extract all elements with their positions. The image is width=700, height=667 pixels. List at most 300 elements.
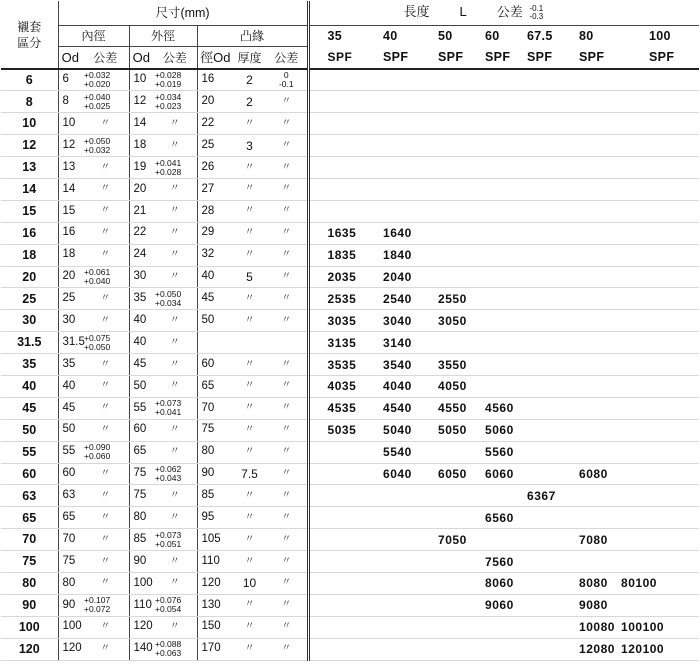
- flange-diameter: 150: [197, 616, 233, 638]
- outer-tolerance: [153, 354, 197, 376]
- length-code-cell: 1840: [365, 244, 420, 266]
- inner-tolerance-value: 〃: [100, 489, 111, 501]
- flange-thickness: 〃: [233, 529, 266, 551]
- length-code-cell: 3550: [420, 354, 475, 376]
- outer-tolerance: [153, 178, 197, 200]
- length-code-cell: [619, 594, 699, 616]
- inner-diameter: 50: [58, 419, 82, 441]
- flange-thickness: 5: [233, 266, 266, 288]
- flange-thickness: 〃: [233, 113, 266, 135]
- inner-tolerance: [82, 200, 129, 222]
- length-code-cell: [420, 178, 475, 200]
- flange-tolerance-value: 〃: [281, 358, 292, 370]
- outer-tolerance: [153, 572, 197, 594]
- dimension-header: 尺寸(mm): [58, 1, 308, 26]
- length-code-cell: 4550: [420, 397, 475, 419]
- bushing-size: 63: [1, 485, 58, 507]
- table-row: [1, 463, 699, 485]
- length-code-cell: [619, 375, 699, 397]
- inner-diameter: 30: [58, 310, 82, 332]
- inner-diameter: 25: [58, 288, 82, 310]
- flange-tolerance-lower: -0.1: [278, 79, 294, 90]
- outer-tolerance-lower: +0.028: [155, 166, 182, 177]
- inner-tolerance-value: 〃: [100, 402, 111, 414]
- inner-diameter: 15: [58, 200, 82, 222]
- flange-thickness: 〃: [233, 485, 266, 507]
- flange-header: 凸緣: [197, 26, 308, 47]
- outer-diameter: 120: [129, 616, 153, 638]
- inner-diameter-header: 內徑: [58, 26, 129, 47]
- length-code-cell: 2550: [420, 288, 475, 310]
- length-code-cell: [619, 157, 699, 179]
- outer-diameter: 19: [129, 157, 153, 179]
- length-code-cell: 3540: [365, 354, 420, 376]
- length-code-cell: [569, 113, 619, 135]
- length-code-cell: [569, 441, 619, 463]
- outer-tolerance-upper: +0.028: [155, 70, 182, 81]
- flange-tolerance: [266, 594, 308, 616]
- outer-tolerance-value: 〃: [169, 380, 180, 392]
- outer-tolerance-value: 〃: [169, 139, 180, 151]
- od-header: Od: [129, 47, 153, 70]
- flange-tolerance: [266, 222, 308, 244]
- length-code-cell: [308, 113, 365, 135]
- outer-diameter: 45: [129, 354, 153, 376]
- length-code-cell: [619, 507, 699, 529]
- inner-diameter: 6: [58, 69, 82, 91]
- length-code-cell: [365, 594, 420, 616]
- bushing-size: 14: [1, 178, 58, 200]
- length-code-cell: [619, 419, 699, 441]
- length-code-cell: 4540: [365, 397, 420, 419]
- length-code-cell: [523, 572, 569, 594]
- length-col-35: 35 SPF: [308, 26, 365, 70]
- length-code-cell: [420, 157, 475, 179]
- flange-tolerance: [266, 354, 308, 376]
- length-code-cell: [619, 178, 699, 200]
- inner-tolerance-value: 〃: [100, 292, 111, 304]
- length-code-cell: [569, 551, 619, 573]
- flange-thickness: 〃: [233, 157, 266, 179]
- length-code-cell: [523, 441, 569, 463]
- flange-tolerance-value: 〃: [281, 314, 292, 326]
- outer-tolerance-upper: +0.041: [155, 157, 182, 168]
- length-code-cell: [308, 507, 365, 529]
- table-row: [1, 441, 699, 463]
- flange-tolerance-value: 〃: [281, 533, 292, 545]
- inner-tolerance-value: 〃: [100, 380, 111, 392]
- length-code-cell: [569, 310, 619, 332]
- flange-tolerance-value: 〃: [281, 577, 292, 589]
- inner-tolerance: [82, 91, 129, 113]
- bushing-size: 50: [1, 419, 58, 441]
- length-code-cell: [523, 178, 569, 200]
- outer-tolerance-value: 〃: [169, 489, 180, 501]
- table-row: [1, 178, 699, 200]
- length-code-cell: [420, 551, 475, 573]
- length-code-cell: [420, 91, 475, 113]
- outer-tolerance: [153, 638, 197, 660]
- length-tol-values: -0.1 -0.3: [529, 4, 544, 21]
- inner-diameter: 90: [58, 594, 82, 616]
- length-code-cell: [569, 157, 619, 179]
- flange-diameter: 29: [197, 222, 233, 244]
- length-code-cell: 80100: [619, 572, 699, 594]
- flange-diameter: 50: [197, 310, 233, 332]
- flange-tolerance-value: 〃: [281, 161, 292, 173]
- flange-tolerance: [266, 397, 308, 419]
- length-code-cell: [619, 310, 699, 332]
- inner-tolerance-value: 〃: [100, 249, 111, 261]
- inner-diameter: 63: [58, 485, 82, 507]
- inner-tolerance: [82, 178, 129, 200]
- length-code-cell: 1635: [308, 222, 365, 244]
- flange-tolerance-value: 〃: [281, 270, 292, 282]
- outer-diameter: 55: [129, 397, 153, 419]
- length-code-cell: 9080: [569, 594, 619, 616]
- length-code-cell: [523, 310, 569, 332]
- id-od-header: Od: [58, 47, 82, 70]
- inner-diameter: 8: [58, 91, 82, 113]
- flange-tolerance: [266, 113, 308, 135]
- length-code-cell: 4050: [420, 375, 475, 397]
- inner-tolerance: [82, 354, 129, 376]
- inner-tolerance: [82, 572, 129, 594]
- outer-diameter: 100: [129, 572, 153, 594]
- length-code-cell: [619, 69, 699, 91]
- length-code-cell: [308, 135, 365, 157]
- length-code-cell: [420, 69, 475, 91]
- outer-tolerance: [153, 485, 197, 507]
- inner-tolerance: [82, 135, 129, 157]
- length-code-cell: [475, 69, 523, 91]
- length-code-cell: [420, 616, 475, 638]
- length-col-80: 80 SPF: [569, 26, 619, 70]
- length-code-cell: [569, 485, 619, 507]
- outer-tolerance: [153, 529, 197, 551]
- length-code-cell: [308, 157, 365, 179]
- outer-diameter: 22: [129, 222, 153, 244]
- inner-tolerance: [82, 616, 129, 638]
- outer-diameter: 40: [129, 310, 153, 332]
- inner-tolerance-lower: +0.050: [84, 341, 111, 352]
- length-code-cell: [365, 91, 420, 113]
- length-code-cell: [619, 288, 699, 310]
- outer-tolerance: [153, 200, 197, 222]
- length-code-cell: [523, 375, 569, 397]
- inner-tolerance-lower: +0.025: [84, 100, 111, 111]
- flange-diameter: 85: [197, 485, 233, 507]
- length-code-cell: 3535: [308, 354, 365, 376]
- bushing-size: 30: [1, 310, 58, 332]
- flange-thickness: 2: [233, 69, 266, 91]
- length-code-cell: [523, 616, 569, 638]
- inner-tolerance-lower: +0.072: [84, 604, 111, 615]
- outer-tolerance: [153, 266, 197, 288]
- length-code-cell: [308, 616, 365, 638]
- length-code-cell: 3035: [308, 310, 365, 332]
- bushing-size: 25: [1, 288, 58, 310]
- inner-tolerance-upper: +0.040: [84, 91, 111, 102]
- outer-diameter: 50: [129, 375, 153, 397]
- length-code-cell: [420, 222, 475, 244]
- bushing-size: 16: [1, 222, 58, 244]
- length-code-cell: [523, 419, 569, 441]
- inner-tolerance-value: 〃: [100, 227, 111, 239]
- length-code-cell: 3140: [365, 332, 420, 354]
- flange-tolerance-value: 〃: [281, 183, 292, 195]
- flange-tolerance-value: 〃: [281, 227, 292, 239]
- outer-tolerance: [153, 310, 197, 332]
- outer-diameter: 24: [129, 244, 153, 266]
- length-code-cell: [569, 288, 619, 310]
- length-code-cell: 5560: [475, 441, 523, 463]
- flange-diameter: 45: [197, 288, 233, 310]
- inner-tolerance-lower: +0.040: [84, 275, 111, 286]
- inner-tolerance: [82, 113, 129, 135]
- length-code-cell: [569, 244, 619, 266]
- flange-diameter: 95: [197, 507, 233, 529]
- flange-tolerance-value: 〃: [281, 446, 292, 458]
- length-code-cell: 5035: [308, 419, 365, 441]
- length-code-cell: [475, 354, 523, 376]
- length-code-cell: [420, 507, 475, 529]
- length-code-cell: 7050: [420, 529, 475, 551]
- inner-tolerance-value: 〃: [100, 314, 111, 326]
- bushing-table-body: [1, 69, 699, 660]
- outer-tolerance-lower: +0.019: [155, 79, 182, 90]
- outer-tolerance-upper: +0.073: [155, 398, 182, 409]
- length-col-40: 40 SPF: [365, 26, 420, 70]
- length-code-cell: [569, 354, 619, 376]
- length-code-cell: [569, 178, 619, 200]
- length-code-cell: [365, 551, 420, 573]
- length-col-60: 60 SPF: [475, 26, 523, 70]
- outer-tolerance: [153, 69, 197, 91]
- bushing-table: [1, 1, 699, 661]
- outer-diameter: 75: [129, 463, 153, 485]
- length-code-cell: [420, 266, 475, 288]
- length-code-cell: [569, 507, 619, 529]
- length-code-cell: [523, 594, 569, 616]
- table-row: [1, 310, 699, 332]
- bushing-size: 80: [1, 572, 58, 594]
- inner-tolerance: [82, 638, 129, 660]
- flange-tolerance-value: 〃: [281, 489, 292, 501]
- outer-diameter: 21: [129, 200, 153, 222]
- length-code-cell: [308, 441, 365, 463]
- outer-diameter: 14: [129, 113, 153, 135]
- length-code-cell: 8080: [569, 572, 619, 594]
- outer-tolerance-upper: +0.088: [155, 639, 182, 650]
- flange-tolerance: [266, 310, 308, 332]
- length-code-cell: [619, 354, 699, 376]
- id-tol-header: 公差: [82, 47, 129, 70]
- outer-diameter: 40: [129, 332, 153, 354]
- flange-thickness: 〃: [233, 244, 266, 266]
- inner-tolerance: [82, 332, 129, 354]
- length-code-cell: [523, 157, 569, 179]
- flange-thickness: 〃: [233, 397, 266, 419]
- flange-diameter: 27: [197, 178, 233, 200]
- length-code-cell: 6040: [365, 463, 420, 485]
- flange-diameter: 26: [197, 157, 233, 179]
- length-code-cell: [365, 638, 420, 660]
- flange-diameter: 110: [197, 551, 233, 573]
- outer-tolerance: [153, 113, 197, 135]
- flange-tolerance: [266, 157, 308, 179]
- length-code-cell: [365, 157, 420, 179]
- length-code-cell: [619, 200, 699, 222]
- length-code-cell: 2035: [308, 266, 365, 288]
- flange-thickness: 2: [233, 91, 266, 113]
- table-row: [1, 551, 699, 573]
- flange-diameter: 40: [197, 266, 233, 288]
- flange-tolerance-value: 〃: [281, 380, 292, 392]
- inner-tolerance-value: 〃: [100, 183, 111, 195]
- inner-tolerance: [82, 594, 129, 616]
- length-code-cell: [475, 375, 523, 397]
- outer-tolerance: [153, 91, 197, 113]
- length-code-cell: [420, 572, 475, 594]
- table-row: [1, 266, 699, 288]
- table-row: [1, 200, 699, 222]
- length-code-cell: [420, 200, 475, 222]
- length-header: [308, 1, 699, 26]
- inner-tolerance-value: 〃: [100, 621, 111, 633]
- inner-diameter: 55: [58, 441, 82, 463]
- length-code-cell: 100100: [619, 616, 699, 638]
- flange-diameter: 75: [197, 419, 233, 441]
- outer-tolerance-value: 〃: [169, 227, 180, 239]
- flange-thickness: 〃: [233, 200, 266, 222]
- table-row: [1, 507, 699, 529]
- length-code-cell: 6080: [569, 463, 619, 485]
- length-code-cell: [523, 397, 569, 419]
- flange-tolerance: [266, 616, 308, 638]
- outer-tolerance-value: 〃: [169, 314, 180, 326]
- length-code-cell: [619, 266, 699, 288]
- length-code-cell: [475, 244, 523, 266]
- inner-diameter: 31.5: [58, 332, 82, 354]
- outer-diameter: 12: [129, 91, 153, 113]
- length-code-cell: [475, 616, 523, 638]
- inner-tolerance: [82, 157, 129, 179]
- length-code-cell: [308, 485, 365, 507]
- length-code-cell: [619, 485, 699, 507]
- length-code-cell: [619, 113, 699, 135]
- length-code-cell: 10080: [569, 616, 619, 638]
- flange-tolerance: [266, 69, 308, 91]
- inner-diameter: 40: [58, 375, 82, 397]
- length-code-cell: 2535: [308, 288, 365, 310]
- outer-tolerance-lower: +0.051: [155, 538, 182, 549]
- bushing-size: 13: [1, 157, 58, 179]
- length-code-cell: [420, 113, 475, 135]
- bushing-size: 120: [1, 638, 58, 660]
- length-code-cell: [420, 135, 475, 157]
- length-code-cell: [475, 485, 523, 507]
- table-row: [1, 594, 699, 616]
- length-code-cell: [475, 288, 523, 310]
- outer-tolerance-lower: +0.054: [155, 604, 182, 615]
- flange-tolerance-value: 〃: [281, 249, 292, 261]
- inner-tolerance-upper: +0.061: [84, 266, 111, 277]
- length-code-cell: [523, 551, 569, 573]
- length-code-cell: [365, 616, 420, 638]
- outer-diameter: 90: [129, 551, 153, 573]
- flange-tolerance-value: 〃: [281, 292, 292, 304]
- inner-diameter: 20: [58, 266, 82, 288]
- outer-diameter: 35: [129, 288, 153, 310]
- table-row: [1, 69, 699, 91]
- inner-diameter: 65: [58, 507, 82, 529]
- length-code-cell: [308, 200, 365, 222]
- length-tol-label: 公差: [496, 4, 523, 20]
- length-code-cell: 1835: [308, 244, 365, 266]
- length-code-cell: 2540: [365, 288, 420, 310]
- length-code-cell: [523, 463, 569, 485]
- flange-tolerance: [266, 572, 308, 594]
- length-code-cell: [365, 135, 420, 157]
- outer-tolerance-value: 〃: [169, 511, 180, 523]
- length-code-cell: [420, 441, 475, 463]
- length-code-cell: [475, 178, 523, 200]
- outer-tolerance-value: 〃: [169, 183, 180, 195]
- bushing-size: 18: [1, 244, 58, 266]
- inner-tolerance: [82, 375, 129, 397]
- inner-tolerance-upper: +0.090: [84, 442, 111, 453]
- table-row: [1, 113, 699, 135]
- inner-tolerance-value: 〃: [100, 161, 111, 173]
- inner-tolerance: [82, 222, 129, 244]
- length-code-cell: [475, 135, 523, 157]
- flange-thickness: [233, 332, 266, 354]
- bushing-size: 100: [1, 616, 58, 638]
- length-code-cell: [365, 507, 420, 529]
- flange-tolerance-value: 〃: [281, 599, 292, 611]
- inner-diameter: 13: [58, 157, 82, 179]
- flange-diameter: 28: [197, 200, 233, 222]
- inner-diameter: 70: [58, 529, 82, 551]
- flange-tolerance-value: 〃: [281, 424, 292, 436]
- bushing-size: 20: [1, 266, 58, 288]
- flange-tolerance-value: 〃: [281, 205, 292, 217]
- length-label: 長度: [403, 4, 430, 20]
- length-symbol: L: [459, 4, 467, 20]
- flange-diameter: 170: [197, 638, 233, 660]
- bushing-size: 75: [1, 551, 58, 573]
- flange-tolerance: [266, 178, 308, 200]
- outer-tolerance: [153, 288, 197, 310]
- inner-tolerance: [82, 397, 129, 419]
- length-code-cell: 5040: [365, 419, 420, 441]
- outer-diameter: 85: [129, 529, 153, 551]
- table-row: [1, 616, 699, 638]
- inner-tolerance: [82, 266, 129, 288]
- outer-diameter: 20: [129, 178, 153, 200]
- flange-thickness: 〃: [233, 551, 266, 573]
- outer-tolerance: [153, 397, 197, 419]
- bushing-size: 15: [1, 200, 58, 222]
- length-code-cell: [619, 91, 699, 113]
- length-code-cell: [475, 113, 523, 135]
- outer-tolerance: [153, 507, 197, 529]
- inner-tolerance: [82, 551, 129, 573]
- table-row: [1, 354, 699, 376]
- length-col-50: 50 SPF: [420, 26, 475, 70]
- length-code-cell: [523, 288, 569, 310]
